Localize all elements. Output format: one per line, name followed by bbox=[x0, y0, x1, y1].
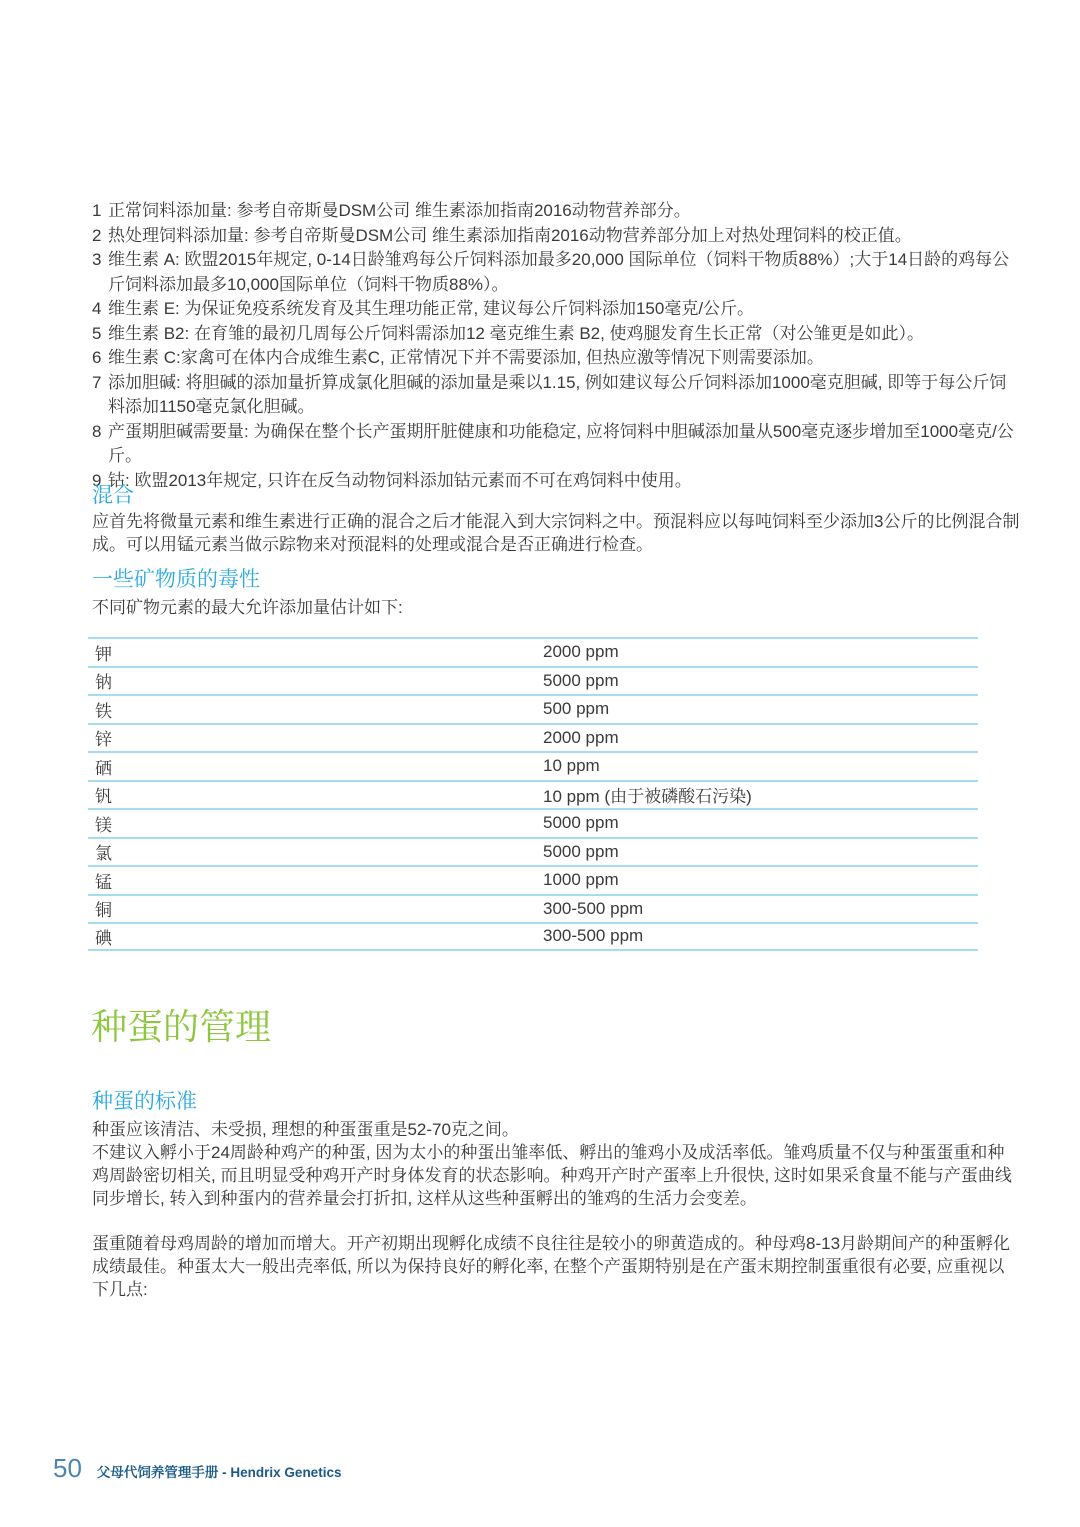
table-row bbox=[88, 723, 978, 752]
toxicity-table bbox=[88, 637, 978, 951]
footnote-text: 维生素 E: 为保证免疫系统发育及其生理功能正常, 建议每公斤饲料添加150毫克/公斤。 bbox=[108, 299, 755, 318]
table-row bbox=[88, 751, 978, 780]
value-cell: 5000 ppm bbox=[543, 670, 619, 690]
mineral-cell: 镁 bbox=[95, 815, 112, 835]
footnote-text: 维生素 B2: 在育雏的最初几周每公斤饲料需添加12 毫克维生素 B2, 使鸡腿发育生长正常（对公雏更是如此）。 bbox=[108, 323, 925, 343]
value-cell: 10 ppm (由于被磷酸石污染) bbox=[543, 787, 752, 807]
footnote-number: 1 bbox=[92, 201, 102, 220]
value-cell: 2000 ppm bbox=[543, 727, 619, 747]
section-title-egg-standards: 种蛋的标准 bbox=[92, 1090, 197, 1113]
table-row bbox=[88, 894, 978, 923]
footnote-text: 维生素 A: 欧盟2015年规定, 0-14日龄雏鸡每公斤饲料添加最多20,000 国际单位（饲料干物质88%）;大于14日龄的鸡每公斤饲料添加最多10,000国际单位（饲料干物质88%）。 bbox=[108, 250, 1010, 294]
chapter-title-egg-management: 种蛋的管理 bbox=[91, 1006, 272, 1047]
table-row bbox=[88, 637, 978, 666]
value-cell: 5000 ppm bbox=[543, 813, 619, 833]
table-row bbox=[88, 666, 978, 695]
mineral-cell: 钠 bbox=[95, 673, 112, 693]
value-cell: 300-500 ppm bbox=[543, 898, 644, 918]
footnote-item bbox=[92, 248, 1014, 297]
table-row bbox=[88, 865, 978, 894]
section-title-toxicity: 一些矿物质的毒性 bbox=[92, 568, 260, 591]
mineral-cell: 碘 bbox=[95, 928, 112, 948]
toxicity-intro: 不同矿物元素的最大允许添加量估计如下: bbox=[92, 598, 403, 617]
footnote-item bbox=[92, 346, 1014, 371]
footnote-number: 9 bbox=[92, 470, 102, 490]
mixing-paragraph: 应首先将微量元素和维生素进行正确的混合之后才能混入到大宗饲料之中。预混料应以每吨饲料至少添加3公斤的比例混合制成。可以用锰元素当做示踪物来对预混料的处理或混合是否正确进行检查。 bbox=[92, 512, 1020, 554]
footer-manual-title: 父母代饲养管理手册 - Hendrix Genetics bbox=[96, 1465, 342, 1480]
footnote-text: 添加胆碱: 将胆碱的添加量折算成氯化胆碱的添加量是乘以1.15, 例如建议每公斤饲料添加1000毫克胆碱, 即等于每公斤饲料添加1150毫克氯化胆碱。 bbox=[108, 372, 1007, 416]
page-footer bbox=[53, 1455, 341, 1481]
mineral-cell: 锰 bbox=[95, 872, 112, 892]
footnote-item bbox=[92, 322, 1014, 347]
mineral-cell: 铁 bbox=[95, 701, 112, 721]
table-row bbox=[88, 694, 978, 723]
mineral-cell: 氯 bbox=[95, 844, 112, 864]
standards-paragraph-1: 种蛋应该清洁、未受损, 理想的种蛋蛋重是52-70克之间。 bbox=[92, 1120, 519, 1139]
mineral-cell: 硒 bbox=[95, 758, 112, 778]
table-row bbox=[88, 780, 978, 809]
mineral-cell: 钒 bbox=[95, 787, 112, 807]
footnote-text: 钴: 欧盟2013年规定, 只许在反刍动物饲料添加钴元素而不可在鸡饲料中使用。 bbox=[108, 470, 692, 490]
footnote-number: 4 bbox=[92, 299, 102, 318]
value-cell: 10 ppm bbox=[543, 756, 600, 776]
footnote-number: 7 bbox=[92, 372, 102, 392]
value-cell: 1000 ppm bbox=[543, 870, 619, 890]
footnote-number: 3 bbox=[92, 250, 102, 269]
page-number: 50 bbox=[53, 1453, 82, 1483]
table-row bbox=[88, 837, 978, 866]
standards-paragraph-3: 蛋重随着母鸡周龄的增加而增大。开产初期出现孵化成绩不良往往是较小的卵黄造成的。种母鸡8-13月龄期间产的种蛋孵化成绩最佳。种蛋太大一般出壳率低, 所以为保持良好的孵化率, 在整个产蛋期特别是在产蛋末期控制蛋重很有必要, 应重视以下几点: bbox=[92, 1234, 1011, 1299]
footnote-item bbox=[92, 469, 1014, 494]
footnote-item bbox=[92, 199, 1014, 224]
value-cell: 2000 ppm bbox=[543, 642, 619, 662]
mineral-cell: 钾 bbox=[95, 644, 112, 664]
value-cell: 300-500 ppm bbox=[543, 926, 644, 946]
footnote-text: 维生素 C:家禽可在体内合成维生素C, 正常情况下并不需要添加, 但热应激等情况下则需要添加。 bbox=[108, 348, 824, 367]
footnote-number: 8 bbox=[92, 421, 102, 441]
footnote-number: 5 bbox=[92, 323, 102, 343]
footnote-number: 6 bbox=[92, 348, 102, 367]
footnotes-list bbox=[92, 199, 1014, 493]
standards-paragraph-2: 不建议入孵小于24周龄种鸡产的种蛋, 因为太小的种蛋出雏率低、孵出的雏鸡小及成活率低。雏鸡质量不仅与种蛋蛋重和种鸡周龄密切相关, 而且明显受种鸡开产时身体发育的状态影响。种鸡开产时产蛋率上升很快, 这时如果采食量不能与产蛋曲线同步增长, 转入到种蛋内的营养量会打折扣, 这样从这些种蛋孵出的雏鸡的生活力会变差。 bbox=[92, 1143, 1012, 1208]
footnote-number: 2 bbox=[92, 225, 102, 245]
table-row bbox=[88, 808, 978, 837]
mineral-cell: 铜 bbox=[95, 901, 112, 921]
footnote-item bbox=[92, 420, 1014, 469]
section-title-mixing: 混合 bbox=[92, 484, 134, 507]
footnote-item bbox=[92, 224, 1014, 249]
footnote-text: 产蛋期胆碱需要量: 为确保在整个长产蛋期肝脏健康和功能稳定, 应将饲料中胆碱添加量从500毫克逐步增加至1000毫克/公斤。 bbox=[108, 421, 1014, 465]
footnote-item bbox=[92, 297, 1014, 322]
value-cell: 500 ppm bbox=[543, 699, 610, 719]
table-row bbox=[88, 922, 978, 951]
footnote-text: 热处理饲料添加量: 参考自帝斯曼DSM公司 维生素添加指南2016动物营养部分加上对热处理饲料的校正值。 bbox=[108, 225, 912, 245]
footnote-item bbox=[92, 371, 1014, 420]
value-cell: 5000 ppm bbox=[543, 841, 619, 861]
footnote-text: 正常饲料添加量: 参考自帝斯曼DSM公司 维生素添加指南2016动物营养部分。 bbox=[108, 201, 691, 220]
mineral-cell: 锌 bbox=[95, 730, 112, 750]
